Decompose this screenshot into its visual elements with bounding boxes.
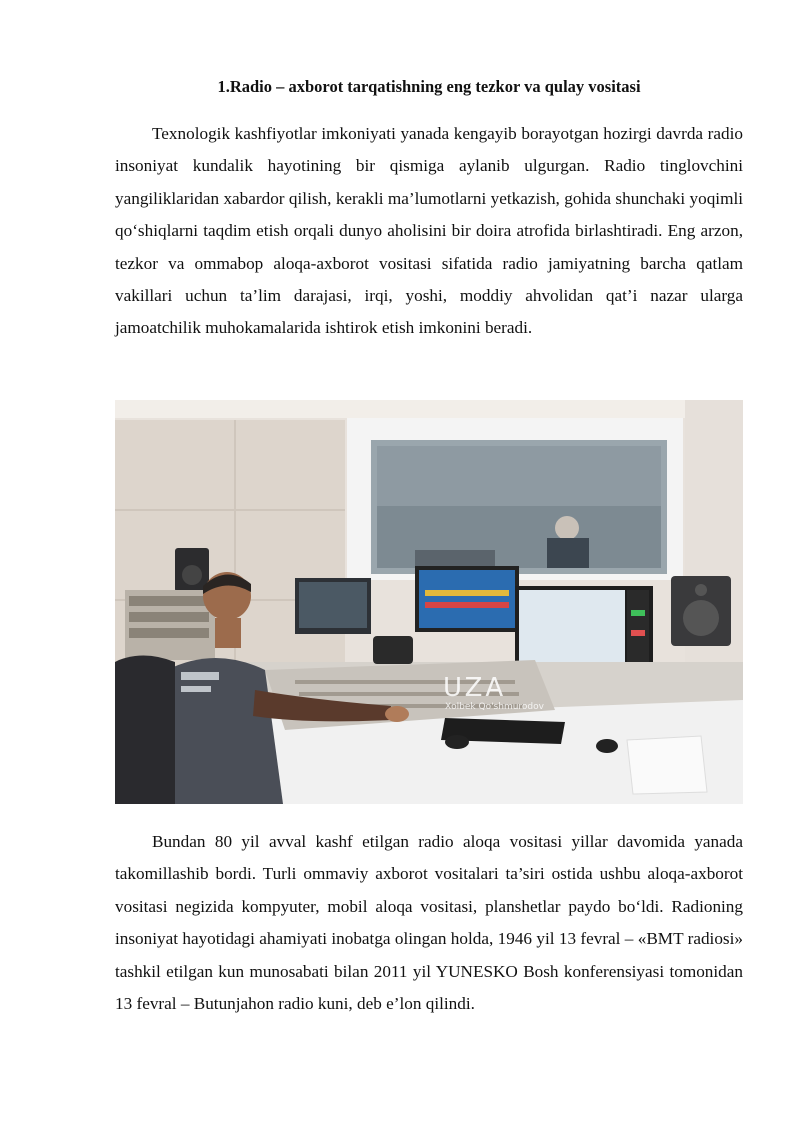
paragraph-history: Bundan 80 yil avval kashf etilgan radio aloqa vositasi yillar davomida yanada takomillashib bordi. Turli ommaviy axborot vositalari ta’siri ostida ushbu aloqa-axborot vositasi negizida kompyuter, mobil aloqa vositasi, planshetlar paydo bo‘ldi. Radioning insoniyat hayotidagi ahamiyati inobatga olingan holda, 1946 yil 13 fevral – «BMT radiosi» tashkil etilgan kun munosabati bilan 2011 yil YUNESKO Bosh konferensiyasi tomonidan 13 fevral – Butunjahon radio kuni, deb e’lon qilindi. bbox=[115, 832, 743, 1014]
photo-watermark-credit: Xolbek Qo'shmurodov bbox=[445, 702, 544, 712]
radio-studio-photo bbox=[115, 400, 743, 804]
section-title: 1.Radio – axborot tarqatishning eng tezkor va qulay vositasi bbox=[217, 77, 641, 96]
paragraph-intro: Texnologik kashfiyotlar imkoniyati yanada kengayib borayotgan hozirgi davrda radio insoniyat kundalik hayotining bir qismiga aylanib ulgurgan. Radio tinglovchini yangiliklaridan xabardor qilish, kerakli ma’lumotlarni yetkazish, gohida shunchaki yoqimli qo‘shiqlarni taqdim etish orqali dunyo aholisini bir doira atrofida birlashtiradi. Eng arzon, tezkor va ommabop aloqa-axborot vositasi sifatida radio jamiyatning barcha qatlam vakillari uchun ta’lim darajasi, irqi, yoshi, moddiy ahvolidan qat’i nazar ularga jamoatchilik muhokamalarida ishtirok etish imkonini beradi. bbox=[115, 124, 743, 338]
photo-watermark-logo: UZA bbox=[443, 673, 507, 703]
